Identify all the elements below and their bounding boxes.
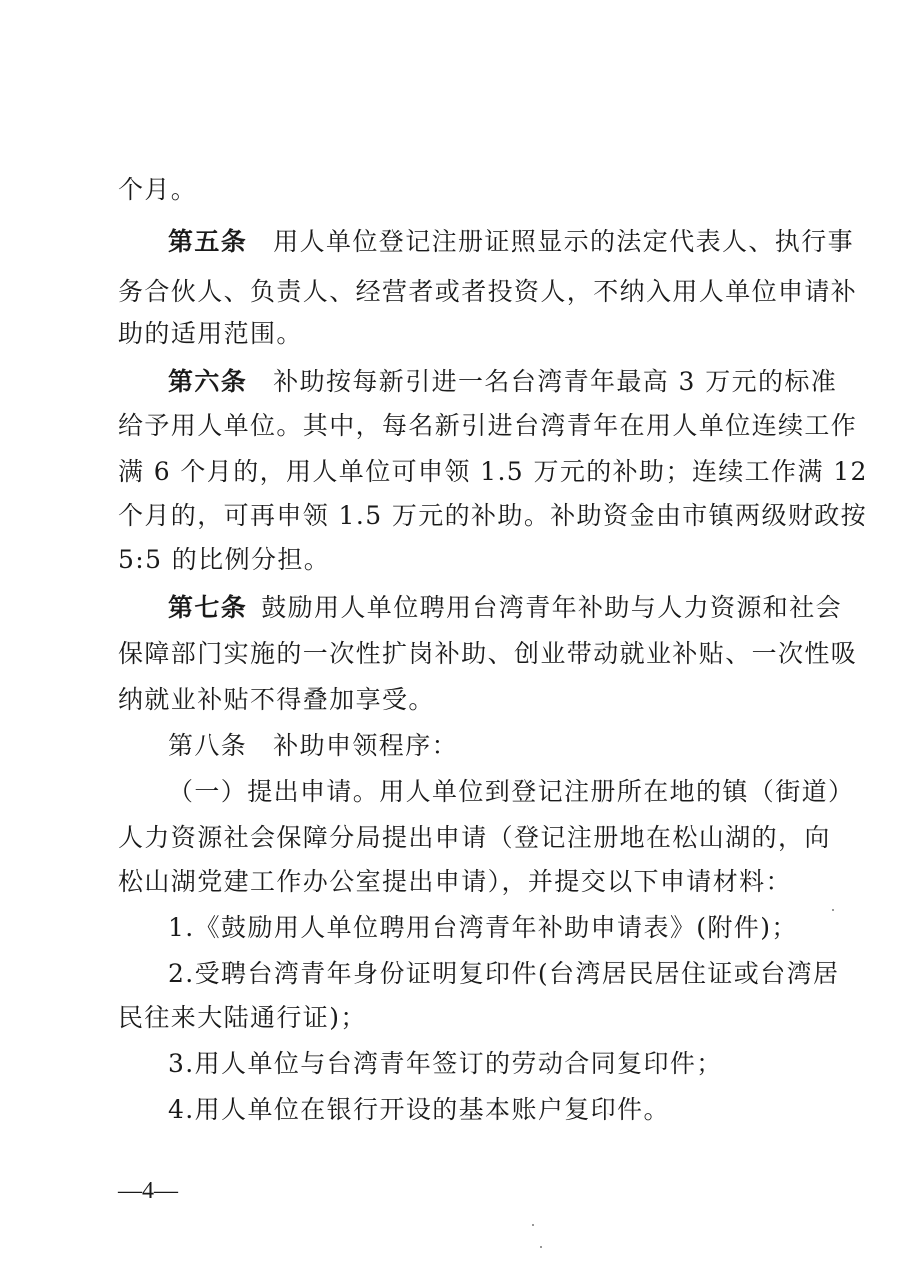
article-7-first-line (168, 592, 843, 624)
line-text: 2.受聘台湾青年身份证明复印件(台湾居民居住证或台湾居 (168, 959, 840, 988)
list-item (168, 912, 798, 944)
line-text: 补助申领程序： (273, 731, 459, 760)
line-text: （一）提出申请。用人单位到登记注册所在地的镇（街道） (168, 777, 855, 806)
text-line (118, 822, 831, 854)
text-line (118, 410, 858, 442)
line-text: 松山湖党建工作办公室提出申请），并提交以下申请材料： (118, 867, 792, 896)
line-text: 给予用人单位。其中，每名新引进台湾青年在用人单位连续工作 (118, 411, 858, 440)
line-text: 满 6 个月的，用人单位可申领 1.5 万元的补助；连续工作满 12 (118, 457, 868, 486)
line-text: 个月。 (118, 175, 198, 204)
article-6-first-line (168, 366, 838, 398)
line-text: 4.用人单位在银行开设的基本账户复印件。 (168, 1095, 670, 1124)
text-line (118, 684, 786, 716)
line-text: 人力资源社会保障分局提出申请（登记注册地在松山湖的，向 (118, 823, 831, 852)
list-item (168, 1094, 786, 1126)
article-heading: 第六条 (168, 367, 248, 396)
text-line (118, 638, 858, 670)
text-line (118, 500, 868, 532)
text-line (118, 318, 786, 350)
article-heading: 第七条 (168, 593, 248, 622)
text-line (118, 276, 858, 308)
line-text: 务合伙人、负责人、经营者或者投资人，不纳入用人单位申请补 (118, 277, 858, 306)
line-text: 鼓励用人单位聘用台湾青年补助与人力资源和社会 (261, 593, 843, 622)
line-text: 用人单位登记注册证照显示的法定代表人、执行事 (273, 227, 855, 256)
article-label: 第八条 (168, 731, 248, 760)
text-line (168, 776, 855, 808)
line-text: 保障部门实施的一次性扩岗补助、创业带动就业补贴、一次性吸 (118, 639, 858, 668)
line-text: 民往来大陆通行证)； (118, 1003, 367, 1032)
text-line (118, 456, 868, 488)
text-line (118, 174, 786, 206)
line-text: 助的适用范围。 (118, 319, 303, 348)
article-5-first-line (168, 226, 855, 258)
line-text: 个月的，可再申领 1.5 万元的补助。补助资金由市镇两级财政按 (118, 501, 868, 530)
text-line (118, 866, 792, 898)
line-text: 补助按每新引进一名台湾青年最高 3 万元的标准 (273, 367, 838, 396)
scan-speck (540, 1246, 542, 1248)
line-text: 1.《鼓励用人单位聘用台湾青年补助申请表》(附件)； (168, 913, 798, 942)
scan-speck (532, 1224, 534, 1226)
page-number: —4— (118, 1178, 178, 1204)
text-line (118, 1002, 786, 1034)
list-item (168, 958, 840, 990)
article-8-first-line (168, 730, 786, 762)
list-item (168, 1048, 786, 1080)
scan-speck (832, 909, 834, 911)
line-text: 3.用人单位与台湾青年签订的劳动合同复印件； (168, 1049, 723, 1078)
line-text: 纳就业补贴不得叠加享受。 (118, 685, 435, 714)
article-heading: 第五条 (168, 227, 248, 256)
line-text: 5:5 的比例分担。 (118, 545, 331, 574)
text-line (118, 544, 786, 576)
